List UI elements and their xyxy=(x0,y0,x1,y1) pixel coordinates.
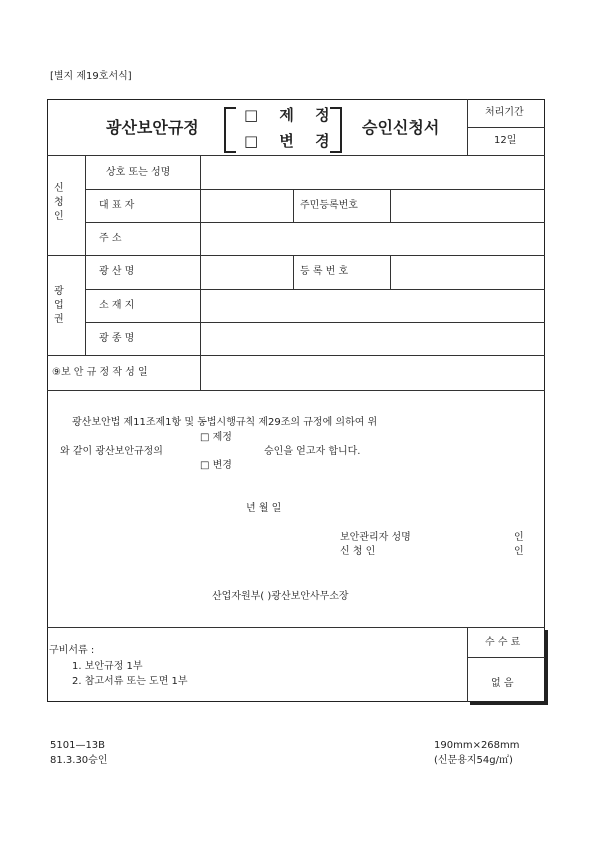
statement-line2-a: 와 같이 광산보안규정의 xyxy=(60,446,163,457)
mineral-label: 광 종 명 xyxy=(99,333,135,344)
option-establish: □ 제정 xyxy=(200,432,232,443)
fee-label: 수 수 료 xyxy=(485,637,521,648)
prepared-date-field[interactable] xyxy=(201,356,544,389)
divider xyxy=(47,627,545,628)
representative-label: 대 표 자 xyxy=(99,200,135,211)
approval-date: 81.3.30승인 xyxy=(50,755,108,766)
fee-value: 없 음 xyxy=(491,678,514,689)
title-option-change: □ 변 경 xyxy=(244,132,338,150)
processing-period-label: 처리기간 xyxy=(485,107,524,118)
title-suffix: 승인신청서 xyxy=(362,118,440,137)
title-option-establish: □ 제 정 xyxy=(244,106,338,124)
company-name-label: 상호 또는 성명 xyxy=(106,167,171,178)
seal-mark-applicant: 인 xyxy=(514,546,524,557)
safety-officer-label: 보안관리자 성명 xyxy=(340,532,411,543)
company-name-field[interactable] xyxy=(201,156,544,188)
representative-field[interactable] xyxy=(201,190,292,221)
statement-line1: 광산보안법 제11조제1항 및 동법시행규칙 제29조의 규정에 의하여 위 xyxy=(72,417,378,428)
address-label: 주 소 xyxy=(99,233,122,244)
registration-number-field[interactable] xyxy=(391,256,544,288)
applicant-group-label: 신 청 인 xyxy=(54,183,64,222)
required-document-1: 1. 보안규정 1부 xyxy=(72,661,143,672)
applicant-sign-label: 신 청 인 xyxy=(340,546,376,557)
divider xyxy=(85,155,86,355)
mine-name-label: 광 산 명 xyxy=(99,266,135,277)
paper-type: (신문용지54g/㎡) xyxy=(434,755,513,766)
mine-name-field[interactable] xyxy=(201,256,292,288)
prepared-date-label: ⑨보 안 규 정 작 성 일 xyxy=(52,367,148,378)
divider xyxy=(293,255,294,289)
title-prefix: 광산보안규정 xyxy=(106,118,199,137)
divider xyxy=(293,189,294,222)
required-documents-label: 구비서류 : xyxy=(49,645,95,656)
option-change: □ 변경 xyxy=(200,460,232,471)
mineral-field[interactable] xyxy=(201,323,544,354)
divider xyxy=(47,390,545,391)
address-field[interactable] xyxy=(201,223,544,254)
form-number-label: [별지 제19호서식] xyxy=(50,71,132,82)
mining-right-group-label: 광 업 권 xyxy=(54,286,64,325)
seal-mark-officer: 인 xyxy=(514,532,524,543)
statement-line2-b: 승인을 얻고자 합니다. xyxy=(264,446,361,457)
location-field[interactable] xyxy=(201,290,544,321)
application-date: 년 월 일 xyxy=(246,503,282,514)
registration-number-label: 등 록 번 호 xyxy=(300,266,349,277)
left-bracket xyxy=(224,107,236,153)
paper-size: 190mm×268mm xyxy=(434,740,520,751)
processing-period-value: 12일 xyxy=(494,135,517,146)
resident-id-field[interactable] xyxy=(391,190,544,221)
required-document-2: 2. 참고서류 또는 도면 1부 xyxy=(72,676,188,687)
divider xyxy=(467,657,545,658)
shadow-edge xyxy=(470,702,548,705)
divider xyxy=(467,127,545,128)
form-code: 5101—13B xyxy=(50,740,106,751)
recipient: 산업자원부( )광산보안사무소장 xyxy=(212,591,349,602)
shadow-edge xyxy=(545,630,548,705)
location-label: 소 재 지 xyxy=(99,300,135,311)
divider xyxy=(467,99,468,155)
resident-id-label: 주민등록번호 xyxy=(300,200,358,211)
divider xyxy=(467,627,468,702)
right-bracket xyxy=(330,107,342,153)
